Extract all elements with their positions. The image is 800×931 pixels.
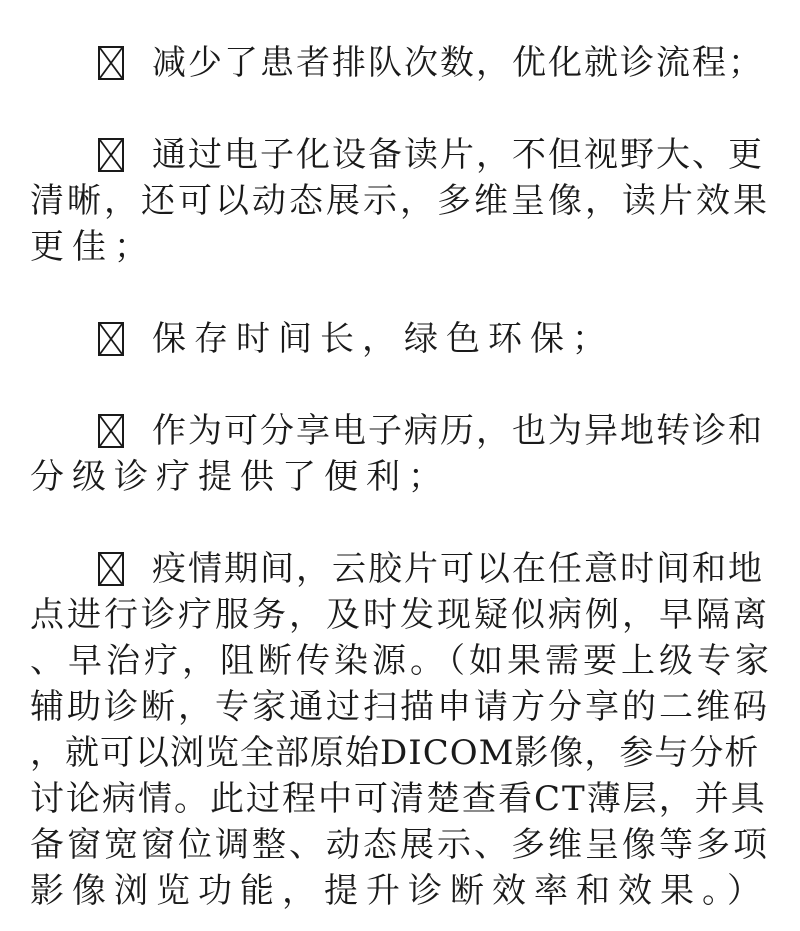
checkbox-x-icon xyxy=(98,46,124,80)
checkbox-x-icon xyxy=(98,138,124,172)
paragraph-line: 疫情期间，云胶片可以在任意时间和地 xyxy=(152,549,764,589)
paragraph-line: 分级诊疗提供了便利； xyxy=(30,457,450,497)
paragraph-line: ，就可以浏览全部原始DICOM影像，参与分析 xyxy=(30,733,760,773)
checkbox-x-icon xyxy=(98,322,124,356)
paragraph-line: 作为可分享电子病历，也为异地转诊和 xyxy=(152,411,764,451)
paragraph-line: 点进行诊疗服务，及时发现疑似病例，早隔离 xyxy=(30,595,770,635)
paragraph-line: 讨论病情。此过程中可清楚查看CT薄层，并具 xyxy=(30,779,767,819)
paragraph-line: 影像浏览功能，提升诊断效率和效果。） xyxy=(30,871,769,911)
paragraph-line: 备窗宽窗位调整、动态展示、多维呈像等多项 xyxy=(30,825,770,865)
checkbox-x-icon xyxy=(98,414,124,448)
paragraph-line: 、早治疗，阻断传染源。（如果需要上级专家 xyxy=(30,641,773,681)
checkbox-x-icon xyxy=(98,552,124,586)
paragraph-line: 辅助诊断，专家通过扫描申请方分享的二维码 xyxy=(30,687,770,727)
paragraph-line: 减少了患者排队次数，优化就诊流程； xyxy=(152,43,764,83)
paragraph-line: 保存时间长，绿色环保； xyxy=(152,319,614,359)
paragraph-line: 更佳； xyxy=(30,227,156,267)
paragraph-line: 清晰，还可以动态展示，多维呈像，读片效果 xyxy=(30,181,770,221)
paragraph-line: 通过电子化设备读片，不但视野大、更 xyxy=(152,135,764,175)
